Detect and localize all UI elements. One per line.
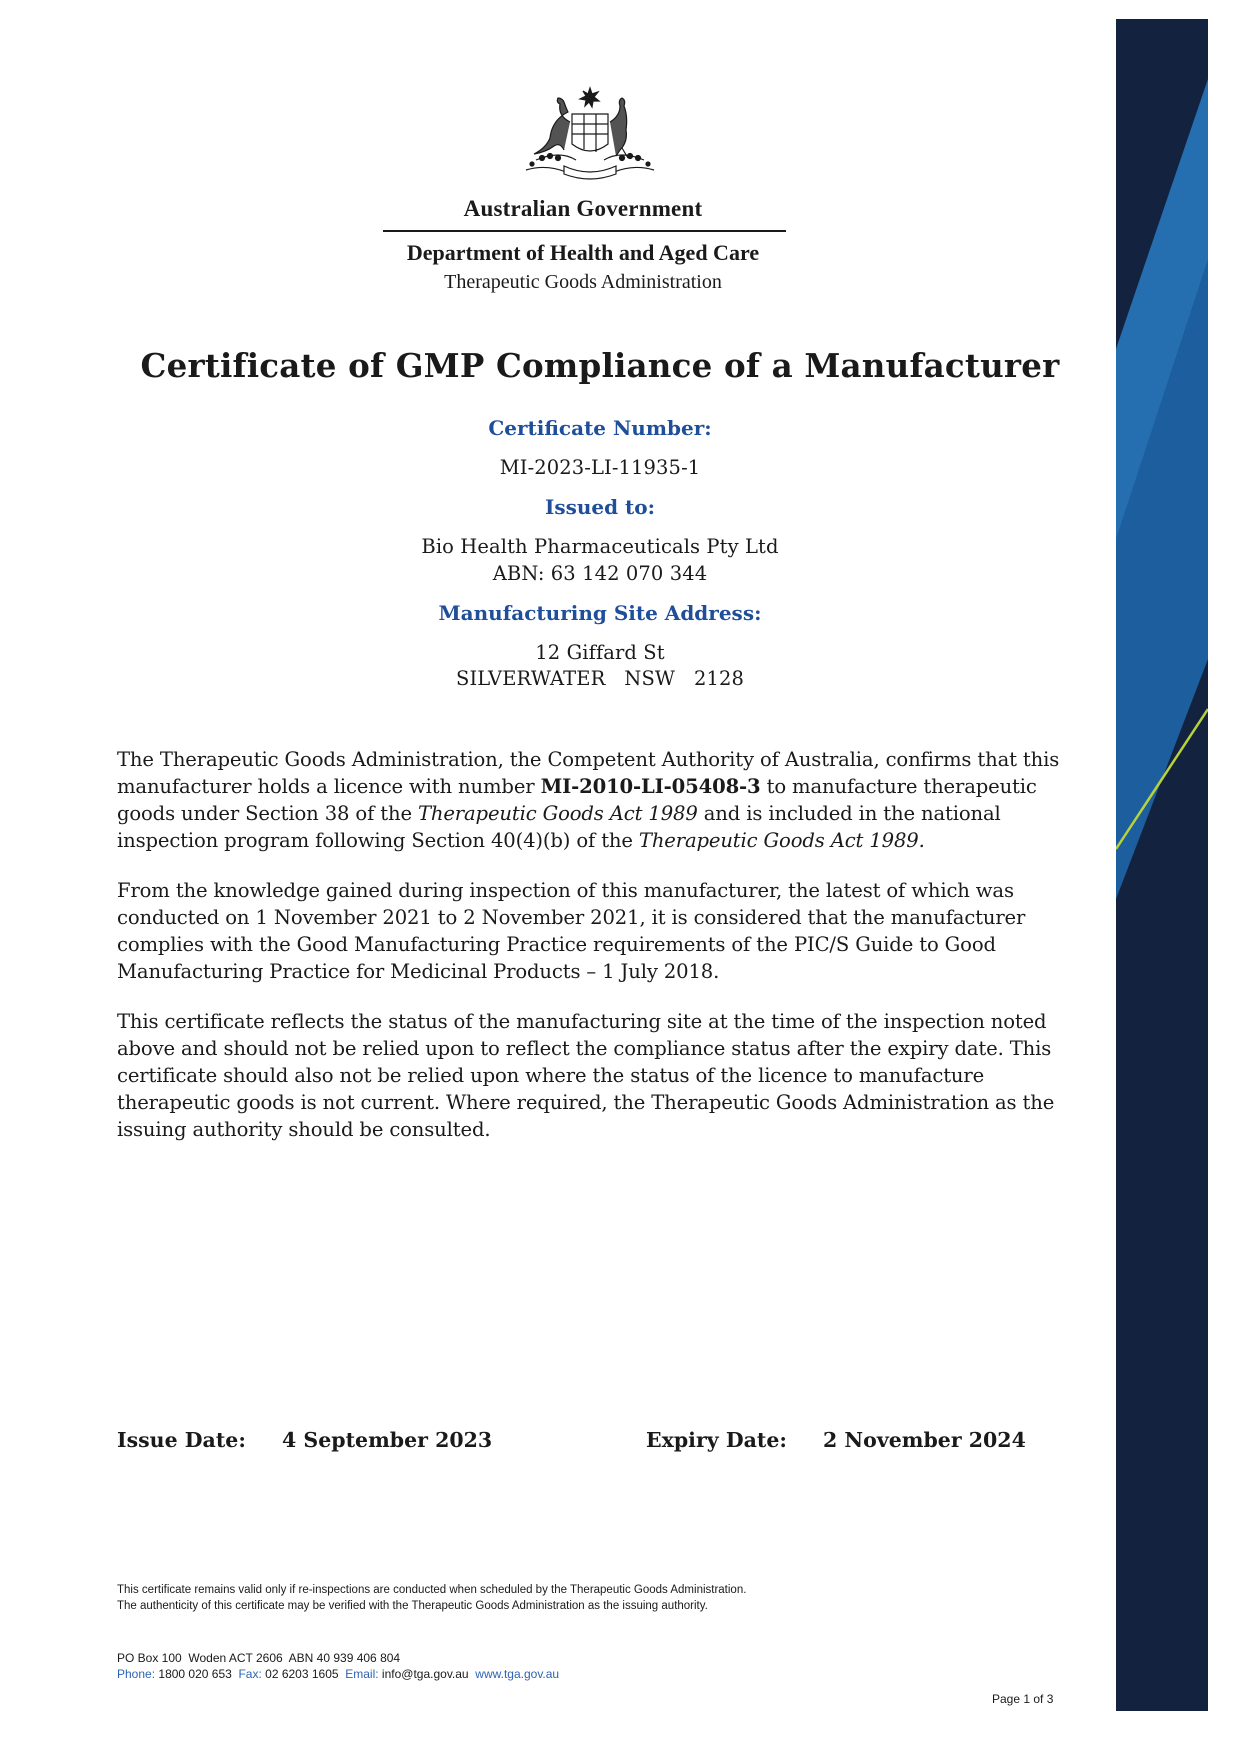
act-name: Therapeutic Goods Act 1989.	[638, 829, 925, 852]
issue-date-value: 4 September 2023	[282, 1428, 493, 1452]
expiry-date-label: Expiry Date:	[646, 1428, 787, 1452]
paragraph-status: This certificate reflects the status of the manufacturing site at the time of the inspection noted above and should not be relied upon to reflect the compliance status after the expiry date. This certificate should also not be relied upon where the status of the licence to manufacture therapeutic goods is not current. Where required, the Therapeutic Goods Administration as the issuing authority should be consulted.	[117, 1010, 1055, 1141]
email-address[interactable]: info@tga.gov.au	[381, 1667, 469, 1681]
act-name: Therapeutic Goods Act 1989	[417, 802, 698, 825]
manufacturing-site-label: Manufacturing Site Address:	[438, 601, 762, 625]
certificate-number-value: MI-2023-LI-11935-1	[499, 456, 701, 479]
certificate-number-label: Certificate Number:	[488, 416, 712, 440]
email-label: Email:	[345, 1667, 379, 1681]
issue-date-label: Issue Date:	[117, 1428, 246, 1452]
fax-label: Fax:	[238, 1667, 262, 1681]
phone-label: Phone:	[117, 1667, 156, 1681]
site-address-line1: 12 Giffard St	[535, 641, 665, 664]
department-name: Department of Health and Aged Care	[406, 240, 760, 265]
contact-line	[117, 1667, 559, 1681]
website-link[interactable]: www.tga.gov.au	[475, 1667, 560, 1681]
fax-number: 02 6203 1605	[265, 1667, 339, 1681]
postal-address: PO Box 100 Woden ACT 2606 ABN 40 939 406 804	[117, 1651, 401, 1665]
authenticity-note: The authenticity of this certificate may be verified with the Therapeutic Goods Administration as the issuing authority.	[117, 1600, 708, 1612]
government-name: Australian Government	[463, 196, 703, 221]
validity-note: This certificate remains valid only if re-inspections are conducted when scheduled by the Therapeutic Goods Administration.	[117, 1584, 747, 1596]
agency-name: Therapeutic Goods Administration	[444, 271, 722, 293]
licence-number: MI-2010-LI-05408-3	[540, 775, 761, 798]
issued-to-abn: ABN: 63 142 070 344	[492, 562, 708, 585]
issued-to-label: Issued to:	[544, 495, 656, 519]
expiry-date-value: 2 November 2024	[823, 1428, 1026, 1452]
issued-to-name: Bio Health Pharmaceuticals Pty Ltd	[421, 535, 779, 558]
certificate-title: Certificate of GMP Compliance of a Manufacturer	[140, 346, 1060, 385]
header-divider	[383, 230, 786, 232]
paragraph-inspection: From the knowledge gained during inspection of this manufacturer, the latest of which was conducted on 1 November 2021 to 2 November 2021, it is considered that the manufacturer complies with the Good Manufacturing Practice requirements of the PIC/S Guide to Good Manufacturing Practice for Medicinal Products – 1 July 2018.	[117, 879, 1026, 983]
page-number: Page 1 of 3	[992, 1692, 1054, 1706]
decorative-side-stripe	[1116, 19, 1208, 1711]
paragraph-licence: The Therapeutic Goods Administration, the Competent Authority of Australia, confirms that this manufacturer holds a licence with number MI-2010-LI-05408-3 to manufacture therapeutic goods under Section 38 of the Therapeutic Goods Act 1989 and is included in the national inspection program following Section 40(4)(b) of the Therapeutic Goods Act 1989.	[117, 748, 1060, 852]
australian-coat-of-arms-icon	[516, 86, 664, 184]
site-address-line2: SILVERWATER NSW 2128	[456, 667, 744, 690]
phone-number: 1800 020 653	[158, 1667, 232, 1681]
